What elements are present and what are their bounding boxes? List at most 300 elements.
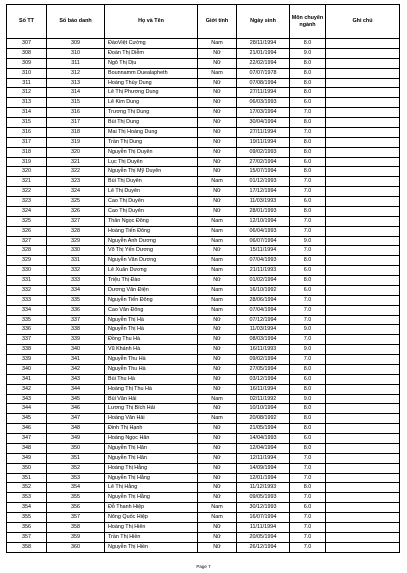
table-row <box>7 325 400 335</box>
cell-score: 6.0 <box>290 266 326 276</box>
cell-score: 8.0 <box>290 118 326 128</box>
cell-stt: 330 <box>7 266 47 276</box>
cell-stt: 354 <box>7 503 47 513</box>
cell-gender: Nữ <box>198 315 237 325</box>
cell-dob: 09/02/1993 <box>237 147 290 157</box>
cell-sbd: 326 <box>47 206 105 216</box>
header-score: Môn chuyên ngành <box>290 5 326 39</box>
cell-note <box>326 463 400 473</box>
cell-sbd: 309 <box>47 39 105 49</box>
cell-dob: 27/02/1994 <box>237 157 290 167</box>
cell-dob: 08/03/1994 <box>237 335 290 345</box>
cell-sbd: 328 <box>47 226 105 236</box>
cell-score: 7.0 <box>290 226 326 236</box>
cell-score: 8.0 <box>290 39 326 49</box>
cell-sbd: 352 <box>47 463 105 473</box>
cell-dob: 16/11/1993 <box>237 345 290 355</box>
cell-note <box>326 483 400 493</box>
cell-name: Đoàn Thị Diễm <box>105 48 198 58</box>
cell-score: 9.0 <box>290 48 326 58</box>
cell-gender: Nam <box>198 226 237 236</box>
cell-gender: Nam <box>198 266 237 276</box>
table-row <box>7 58 400 68</box>
cell-note <box>326 384 400 394</box>
cell-score: 7.0 <box>290 108 326 118</box>
cell-sbd: 342 <box>47 364 105 374</box>
cell-name: Nguyễn Thu Hà <box>105 364 198 374</box>
cell-dob: 12/01/1994 <box>237 473 290 483</box>
cell-gender: Nữ <box>198 127 237 137</box>
cell-name: Bùi Thị Duyên <box>105 177 198 187</box>
table-row <box>7 542 400 552</box>
cell-note <box>326 167 400 177</box>
cell-stt: 334 <box>7 305 47 315</box>
cell-stt: 317 <box>7 137 47 147</box>
cell-gender: Nữ <box>198 443 237 453</box>
cell-name: Lê Thị Phương Dung <box>105 88 198 98</box>
cell-name: Nguyễn Thị Hằng <box>105 473 198 483</box>
cell-dob: 15/07/1994 <box>237 167 290 177</box>
cell-dob: 22/02/1994 <box>237 58 290 68</box>
cell-note <box>326 325 400 335</box>
cell-stt: 351 <box>7 473 47 483</box>
cell-name: Trần Thị Hiền <box>105 532 198 542</box>
cell-note <box>326 493 400 503</box>
cell-stt: 323 <box>7 197 47 207</box>
cell-stt: 309 <box>7 58 47 68</box>
cell-score: 7.0 <box>290 355 326 365</box>
cell-sbd: 325 <box>47 197 105 207</box>
table-row <box>7 88 400 98</box>
cell-name: Nguyễn Thị Hà <box>105 315 198 325</box>
cell-score: 7.0 <box>290 532 326 542</box>
table-row <box>7 256 400 266</box>
cell-gender: Nam <box>198 305 237 315</box>
cell-name: Lê Thị Duyên <box>105 187 198 197</box>
cell-score: 7.0 <box>290 513 326 523</box>
table-row <box>7 453 400 463</box>
table-row <box>7 532 400 542</box>
table-row <box>7 404 400 414</box>
cell-dob: 11/03/1994 <box>237 325 290 335</box>
cell-gender: Nữ <box>198 384 237 394</box>
cell-name: Lương Thị Bích Hải <box>105 404 198 414</box>
cell-name: Bùi Thu Hà <box>105 374 198 384</box>
cell-name: Nguyễn Thị Hân <box>105 443 198 453</box>
cell-name: Bùi Văn Hải <box>105 394 198 404</box>
cell-note <box>326 88 400 98</box>
cell-dob: 28/11/1994 <box>237 39 290 49</box>
cell-score: 8.0 <box>290 68 326 78</box>
cell-score: 8.0 <box>290 384 326 394</box>
header-gender: Giới tính <box>198 5 237 39</box>
cell-dob: 30/04/1994 <box>237 118 290 128</box>
cell-name: Nguyễn Thu Hà <box>105 355 198 365</box>
cell-name: Bounnamm Duealapheth <box>105 68 198 78</box>
cell-gender: Nữ <box>198 453 237 463</box>
cell-name: Ngô Thị Dịu <box>105 58 198 68</box>
cell-stt: 319 <box>7 157 47 167</box>
table-row <box>7 157 400 167</box>
cell-score: 6.0 <box>290 285 326 295</box>
cell-gender: Nữ <box>198 246 237 256</box>
header-note: Ghi chú <box>326 5 400 39</box>
cell-sbd: 346 <box>47 404 105 414</box>
table-row <box>7 384 400 394</box>
table-row <box>7 78 400 88</box>
table-row <box>7 167 400 177</box>
cell-name: Thân Ngọc Đông <box>105 216 198 226</box>
cell-gender: Nữ <box>198 98 237 108</box>
cell-sbd: 336 <box>47 305 105 315</box>
cell-name: Nguyễn Thị Mỹ Duyên <box>105 167 198 177</box>
cell-note <box>326 78 400 88</box>
cell-stt: 352 <box>7 483 47 493</box>
cell-stt: 337 <box>7 335 47 345</box>
cell-gender: Nữ <box>198 197 237 207</box>
cell-stt: 308 <box>7 48 47 58</box>
cell-score: 8.0 <box>290 404 326 414</box>
header-row <box>7 5 400 39</box>
cell-note <box>326 157 400 167</box>
cell-note <box>326 522 400 532</box>
cell-score: 8.0 <box>290 88 326 98</box>
cell-gender: Nữ <box>198 335 237 345</box>
cell-stt: 329 <box>7 256 47 266</box>
cell-sbd: 347 <box>47 414 105 424</box>
table-row <box>7 187 400 197</box>
cell-note <box>326 443 400 453</box>
table-row <box>7 108 400 118</box>
cell-gender: Nữ <box>198 108 237 118</box>
table-row <box>7 335 400 345</box>
table-row <box>7 305 400 315</box>
cell-note <box>326 236 400 246</box>
cell-gender: Nam <box>198 39 237 49</box>
cell-gender: Nữ <box>198 542 237 552</box>
cell-dob: 27/11/1994 <box>237 88 290 98</box>
cell-sbd: 322 <box>47 167 105 177</box>
cell-name: Nguyễn Thị Hằng <box>105 493 198 503</box>
cell-score: 8.0 <box>290 147 326 157</box>
cell-score: 7.0 <box>290 463 326 473</box>
cell-stt: 341 <box>7 374 47 384</box>
cell-dob: 28/01/1993 <box>237 206 290 216</box>
cell-dob: 10/10/1994 <box>237 404 290 414</box>
cell-dob: 11/03/1993 <box>237 197 290 207</box>
cell-dob: 09/05/1993 <box>237 493 290 503</box>
cell-note <box>326 58 400 68</box>
cell-sbd: 318 <box>47 127 105 137</box>
cell-gender: Nữ <box>198 325 237 335</box>
cell-dob: 12/11/1994 <box>237 453 290 463</box>
cell-note <box>326 374 400 384</box>
table-row <box>7 394 400 404</box>
cell-score: 8.0 <box>290 167 326 177</box>
cell-stt: 336 <box>7 325 47 335</box>
cell-note <box>326 137 400 147</box>
cell-note <box>326 542 400 552</box>
cell-stt: 322 <box>7 187 47 197</box>
cell-gender: Nữ <box>198 118 237 128</box>
cell-note <box>326 404 400 414</box>
cell-note <box>326 424 400 434</box>
cell-name: Đồng Thu Hà <box>105 335 198 345</box>
table-body <box>7 39 400 553</box>
cell-name: Hoàng Ngọc Hân <box>105 434 198 444</box>
cell-sbd: 337 <box>47 315 105 325</box>
cell-note <box>326 256 400 266</box>
cell-note <box>326 226 400 236</box>
cell-note <box>326 246 400 256</box>
cell-note <box>326 187 400 197</box>
cell-note <box>326 98 400 108</box>
cell-gender: Nữ <box>198 473 237 483</box>
cell-gender: Nữ <box>198 374 237 384</box>
cell-note <box>326 305 400 315</box>
cell-name: Nguyễn Thị Hiền <box>105 542 198 552</box>
header-sbd: Số báo danh <box>47 5 105 39</box>
cell-dob: 21/05/1994 <box>237 424 290 434</box>
cell-name: Hoàng Thùy Dung <box>105 78 198 88</box>
cell-name: Hoàng Văn Hải <box>105 414 198 424</box>
header-dob: Ngày sinh <box>237 5 290 39</box>
cell-dob: 30/12/1993 <box>237 503 290 513</box>
cell-sbd: 357 <box>47 513 105 523</box>
cell-gender: Nam <box>198 256 237 266</box>
cell-score: 7.0 <box>290 315 326 325</box>
cell-stt: 333 <box>7 295 47 305</box>
cell-dob: 06/03/1993 <box>237 98 290 108</box>
table-row <box>7 127 400 137</box>
cell-dob: 27/11/1994 <box>237 127 290 137</box>
cell-score: 7.0 <box>290 177 326 187</box>
cell-score: 9.0 <box>290 236 326 246</box>
cell-dob: 26/12/1994 <box>237 542 290 552</box>
cell-dob: 07/12/1994 <box>237 315 290 325</box>
cell-stt: 356 <box>7 522 47 532</box>
cell-score: 7.0 <box>290 453 326 463</box>
cell-stt: 310 <box>7 68 47 78</box>
cell-sbd: 350 <box>47 443 105 453</box>
cell-sbd: 327 <box>47 216 105 226</box>
table-row <box>7 285 400 295</box>
cell-gender: Nữ <box>198 483 237 493</box>
cell-score: 6.0 <box>290 503 326 513</box>
cell-dob: 28/06/1994 <box>237 295 290 305</box>
cell-name: Cao Thị Duyên <box>105 206 198 216</box>
cell-sbd: 332 <box>47 266 105 276</box>
cell-dob: 27/05/1994 <box>237 364 290 374</box>
cell-sbd: 358 <box>47 522 105 532</box>
table-row <box>7 206 400 216</box>
cell-stt: 355 <box>7 513 47 523</box>
cell-dob: 11/12/1993 <box>237 483 290 493</box>
cell-name: Cao Thị Duyên <box>105 197 198 207</box>
cell-gender: Nữ <box>198 345 237 355</box>
cell-gender: Nữ <box>198 434 237 444</box>
cell-sbd: 345 <box>47 394 105 404</box>
cell-name: Hoàng Tiến Đông <box>105 226 198 236</box>
cell-gender: Nữ <box>198 364 237 374</box>
cell-gender: Nam <box>198 414 237 424</box>
cell-dob: 20/08/1992 <box>237 414 290 424</box>
table-row <box>7 315 400 325</box>
cell-sbd: 343 <box>47 374 105 384</box>
cell-name: Nguyễn Thị Hà <box>105 325 198 335</box>
cell-name: Hoàng Thị Hiên <box>105 522 198 532</box>
cell-stt: 345 <box>7 414 47 424</box>
cell-name: Võ Thị Yến Dương <box>105 246 198 256</box>
table-row <box>7 177 400 187</box>
cell-note <box>326 108 400 118</box>
table-row <box>7 473 400 483</box>
header-name: Họ và Tên <box>105 5 198 39</box>
cell-gender: Nữ <box>198 463 237 473</box>
cell-dob: 17/03/1994 <box>237 108 290 118</box>
cell-stt: 332 <box>7 285 47 295</box>
cell-dob: 06/04/1993 <box>237 226 290 236</box>
table-row <box>7 443 400 453</box>
cell-name: Bùi Thị Dung <box>105 118 198 128</box>
table-row <box>7 414 400 424</box>
cell-dob: 02/11/1992 <box>237 394 290 404</box>
cell-note <box>326 513 400 523</box>
cell-sbd: 319 <box>47 137 105 147</box>
cell-dob: 07/07/1978 <box>237 68 290 78</box>
cell-dob: 16/07/1994 <box>237 513 290 523</box>
cell-name: Lê Xuân Dương <box>105 266 198 276</box>
cell-name: ĐàoViệt Cường <box>105 39 198 49</box>
cell-stt: 339 <box>7 355 47 365</box>
cell-gender: Nữ <box>198 355 237 365</box>
cell-stt: 342 <box>7 384 47 394</box>
cell-name: Nguyễn Thị Duyên <box>105 147 198 157</box>
cell-score: 9.0 <box>290 394 326 404</box>
cell-note <box>326 414 400 424</box>
cell-sbd: 315 <box>47 98 105 108</box>
table-row <box>7 483 400 493</box>
cell-note <box>326 197 400 207</box>
cell-sbd: 339 <box>47 335 105 345</box>
cell-sbd: 320 <box>47 147 105 157</box>
cell-note <box>326 266 400 276</box>
cell-sbd: 354 <box>47 483 105 493</box>
cell-sbd: 329 <box>47 236 105 246</box>
cell-stt: 316 <box>7 127 47 137</box>
cell-score: 7.0 <box>290 305 326 315</box>
cell-dob: 21/11/1993 <box>237 266 290 276</box>
cell-note <box>326 206 400 216</box>
cell-note <box>326 335 400 345</box>
cell-score: 8.0 <box>290 364 326 374</box>
cell-note <box>326 453 400 463</box>
cell-sbd: 330 <box>47 246 105 256</box>
table-row <box>7 197 400 207</box>
cell-sbd: 310 <box>47 48 105 58</box>
cell-dob: 07/04/1993 <box>237 256 290 266</box>
table-row <box>7 463 400 473</box>
cell-gender: Nữ <box>198 78 237 88</box>
cell-stt: 335 <box>7 315 47 325</box>
cell-note <box>326 345 400 355</box>
cell-dob: 14/04/1993 <box>237 434 290 444</box>
cell-score: 6.0 <box>290 374 326 384</box>
table-row <box>7 522 400 532</box>
cell-gender: Nữ <box>198 167 237 177</box>
cell-gender: Nữ <box>198 276 237 286</box>
cell-stt: 340 <box>7 364 47 374</box>
cell-name: Hoàng Thị Thu Hà <box>105 384 198 394</box>
cell-sbd: 317 <box>47 118 105 128</box>
cell-stt: 328 <box>7 246 47 256</box>
cell-stt: 324 <box>7 206 47 216</box>
cell-note <box>326 295 400 305</box>
cell-score: 9.0 <box>290 345 326 355</box>
cell-dob: 16/10/1992 <box>237 285 290 295</box>
cell-name: Nguyễn Thị Hân <box>105 453 198 463</box>
cell-sbd: 340 <box>47 345 105 355</box>
cell-gender: Nam <box>198 236 237 246</box>
cell-name: Triệu Thị Đào <box>105 276 198 286</box>
cell-name: Trương Thị Dung <box>105 108 198 118</box>
cell-sbd: 351 <box>47 453 105 463</box>
cell-score: 8.0 <box>290 483 326 493</box>
cell-stt: 350 <box>7 463 47 473</box>
cell-dob: 16/11/1994 <box>237 384 290 394</box>
cell-name: Cao Văn Đông <box>105 305 198 315</box>
cell-score: 6.0 <box>290 98 326 108</box>
cell-score: 7.0 <box>290 127 326 137</box>
table-row <box>7 266 400 276</box>
cell-dob: 09/02/1994 <box>237 355 290 365</box>
cell-name: Mai Thị Hoàng Dung <box>105 127 198 137</box>
cell-gender: Nữ <box>198 493 237 503</box>
cell-name: Vũ Khánh Hà <box>105 345 198 355</box>
cell-score: 7.0 <box>290 295 326 305</box>
cell-stt: 353 <box>7 493 47 503</box>
cell-sbd: 335 <box>47 295 105 305</box>
cell-gender: Nữ <box>198 187 237 197</box>
cell-note <box>326 315 400 325</box>
cell-dob: 12/10/1994 <box>237 216 290 226</box>
cell-score: 7.0 <box>290 522 326 532</box>
cell-gender: Nam <box>198 394 237 404</box>
cell-note <box>326 434 400 444</box>
cell-score: 7.0 <box>290 542 326 552</box>
cell-gender: Nữ <box>198 147 237 157</box>
cell-dob: 07/08/1994 <box>237 78 290 88</box>
cell-score: 6.0 <box>290 157 326 167</box>
cell-note <box>326 118 400 128</box>
cell-sbd: 333 <box>47 276 105 286</box>
cell-stt: 321 <box>7 177 47 187</box>
table-row <box>7 39 400 49</box>
table-row <box>7 355 400 365</box>
cell-sbd: 348 <box>47 424 105 434</box>
cell-score: 7.0 <box>290 187 326 197</box>
cell-name: Nguyễn Văn Dương <box>105 256 198 266</box>
cell-stt: 349 <box>7 453 47 463</box>
cell-score: 8.0 <box>290 78 326 88</box>
student-list-sheet <box>6 4 399 553</box>
cell-note <box>326 285 400 295</box>
cell-stt: 347 <box>7 434 47 444</box>
table-row <box>7 276 400 286</box>
cell-sbd: 334 <box>47 285 105 295</box>
cell-score: 8.0 <box>290 443 326 453</box>
cell-gender: Nữ <box>198 48 237 58</box>
